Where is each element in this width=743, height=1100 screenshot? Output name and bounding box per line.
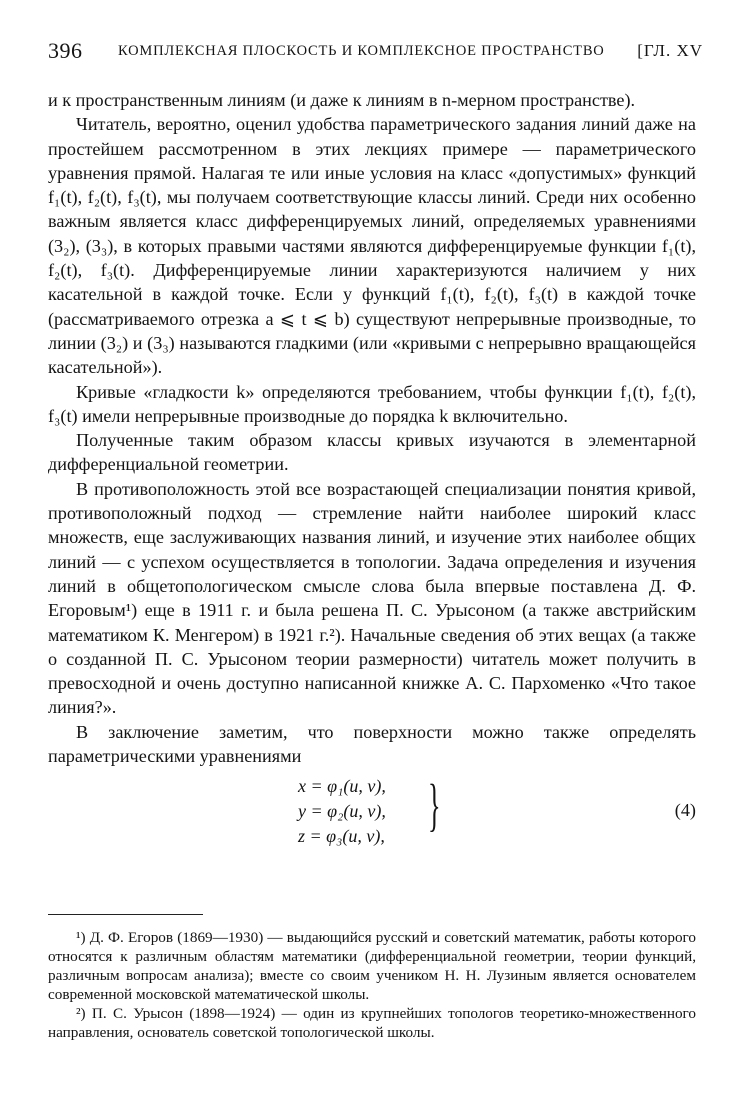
paragraph: и к пространственным линиям (и даже к линиям в n-мерном пространстве). (48, 90, 636, 110)
footnote: ²) П. С. Урысон (1898—1924) — один из крупнейших топологов теоретико-множественного направления, основатель советской топологической школы. (48, 1005, 696, 1041)
equation-line: z = φ₃(u, v), (298, 826, 385, 847)
paragraph: Кривые «гладкости k» определяются требованием, чтобы функции f₁(t), f₂(t), f₃(t) имели непрерывные производные до порядка k включительно. (48, 381, 696, 426)
paragraph: В заключение заметим, что поверхности можно также определять параметрическими уравнениями (48, 721, 696, 767)
paragraph: Читатель, вероятно, оценил удобства параметрического задания линий даже на простейшем рассмотренном в этих лекциях примере — параметрического уравнения прямой. Налагая те или иные условия на класс «допустимых» функций f₁(t), f₂(t), f₃(t), мы получаем соответствующие классы линий. Среди них особенно важным является класс дифференцируемых линий, определяемых уравнениями (3₂), (3₃), в которых правыми частями являются дифференцируемые функции f₁(t), f₂(t), f₃(t). Дифференцируемые линии характеризуются наличием у них касательной в каждой точке. Если у функций f₁(t), f₂(t), f₃(t) в каждой точке (рассматриваемого отрезка a ⩽ t ⩽ b) существуют непрерывные производные, то линии (3₂) и (3₃) называются гладкими (или «кривыми с непрерывно вращающейся касательной»). (48, 114, 696, 378)
equation-4 (48, 774, 696, 850)
paragraph: Полученные таким образом классы кривых изучаются в элементарной дифференциальной геометрии. (48, 430, 696, 475)
main-text (48, 88, 696, 854)
footnote-rule (48, 914, 203, 915)
equation-number: (4) (674, 800, 696, 821)
chapter-marker: [ГЛ. XV (637, 41, 703, 60)
equation-line: x = φ₁(u, v), (298, 776, 386, 797)
paragraph: В противоположность этой все возрастающей специализации понятия кривой, противоположный подход — стремление найти наиболее широкий класс множеств, еще заслуживающих названия линий, и изучение этих наиболее общих линий — с успехом осуществляется в топологии. Задача определения и изучения линий в общетопологическом смысле слова была впервые поставлена Д. Ф. Егоровым¹) еще в 1911 г. и была решена П. С. Урысоном (а также австрийским математиком К. Менгером) в 1921 г.²). Начальные сведения об этих вещах (а также о созданной П. С. Урысоном теории размерности) читатель может получить в превосходной и очень доступно написанной книжке А. С. Пархоменко «Что такое линия?». (48, 478, 696, 718)
page-header (48, 38, 703, 72)
running-title: КОМПЛЕКСНАЯ ПЛОСКОСТЬ И КОМПЛЕКСНОЕ ПРОСТРАНСТВО (118, 43, 605, 59)
equation-lines (298, 774, 386, 849)
footnotes (48, 928, 696, 1042)
right-brace-icon: } (428, 772, 441, 838)
equation-line: y = φ₂(u, v), (298, 801, 386, 822)
footnote: ¹) Д. Ф. Егоров (1869—1930) — выдающийся русский и советский математик, работы которого относятся к различным областям математики (дифференциальной геометрии, теории функций, различным вопросам анализа); вместе со своим учеником Н. Н. Лузиным является основателем современной московской математической школы. (48, 929, 696, 1003)
page-number: 396 (48, 38, 83, 63)
